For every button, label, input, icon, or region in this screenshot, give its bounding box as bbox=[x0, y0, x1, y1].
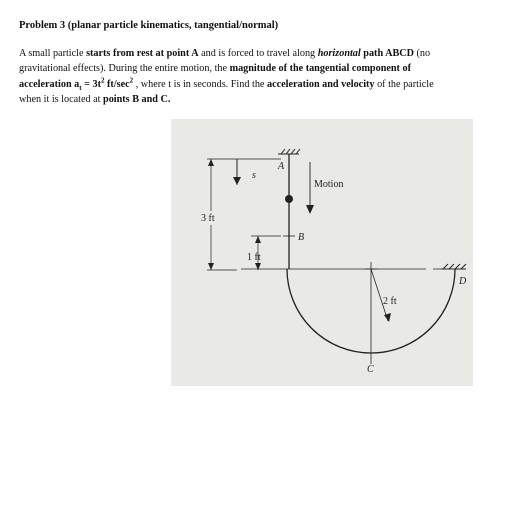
problem-statement bbox=[19, 46, 511, 107]
label-2ft: 2 ft bbox=[383, 296, 397, 307]
path-diagram bbox=[171, 119, 473, 386]
label-b: B bbox=[298, 232, 305, 243]
d-hatch-2 bbox=[449, 264, 454, 269]
dim-1ft-arrow-top bbox=[255, 236, 261, 243]
statement-segment: magnitude of the tangential component of bbox=[229, 63, 411, 75]
label-1ft: 1 ft bbox=[247, 252, 261, 263]
ceiling-hatch-3 bbox=[291, 149, 295, 154]
statement-segment: starts from rest at point A bbox=[86, 48, 199, 59]
label-d: D bbox=[459, 276, 467, 287]
statement-line-1 bbox=[19, 46, 511, 61]
statement-segment: A small particle bbox=[19, 48, 87, 59]
d-hatch-4 bbox=[461, 264, 466, 269]
particle bbox=[285, 195, 293, 203]
statement-segment: 2 bbox=[129, 76, 134, 85]
label-3ft: 3 ft bbox=[201, 213, 215, 224]
label-motion: Motion bbox=[314, 179, 344, 190]
statement-segment: 2 bbox=[100, 76, 105, 85]
statement-line-3 bbox=[19, 77, 511, 92]
label-c: C bbox=[367, 364, 374, 375]
s-arrowhead bbox=[233, 177, 241, 185]
ceiling-hatch-4 bbox=[296, 149, 300, 154]
statement-segment: (no bbox=[413, 48, 431, 59]
statement-segment: acceleration and velocity bbox=[267, 78, 375, 90]
problem-title: Problem 3 (planar particle kinematics, tangential/normal) bbox=[19, 20, 279, 31]
ceiling-hatch-2 bbox=[286, 149, 290, 154]
statement-segment: = 3t bbox=[81, 78, 101, 90]
statement-segment: path ABCD bbox=[360, 48, 414, 59]
motion-arrowhead bbox=[306, 205, 314, 214]
statement-segment: points B and C. bbox=[103, 93, 171, 105]
statement-segment: horizontal bbox=[317, 48, 361, 59]
dim-3ft-arrow-bottom bbox=[208, 263, 214, 270]
radius-line bbox=[371, 269, 388, 321]
statement-segment: acceleration a bbox=[19, 78, 80, 90]
statement-line-2 bbox=[19, 61, 511, 76]
statement-segment: , where t is in seconds. Find the bbox=[133, 78, 267, 90]
statement-segment: t bbox=[79, 83, 82, 92]
statement-segment: of the particle bbox=[374, 78, 434, 90]
statement-segment: ft/sec bbox=[104, 78, 130, 90]
path-figure bbox=[171, 119, 473, 386]
ceiling-hatch-1 bbox=[281, 149, 285, 154]
d-hatch-3 bbox=[455, 264, 460, 269]
statement-segment: and is forced to travel along bbox=[198, 48, 318, 59]
label-s: s bbox=[252, 170, 256, 181]
label-a: A bbox=[278, 161, 285, 172]
statement-segment: when it is located at bbox=[19, 93, 104, 105]
dim-3ft-arrow-top bbox=[208, 159, 214, 166]
statement-line-4 bbox=[19, 92, 511, 107]
d-hatch-1 bbox=[443, 264, 448, 269]
statement-segment: gravitational effects). During the entire motion, the bbox=[19, 63, 230, 75]
